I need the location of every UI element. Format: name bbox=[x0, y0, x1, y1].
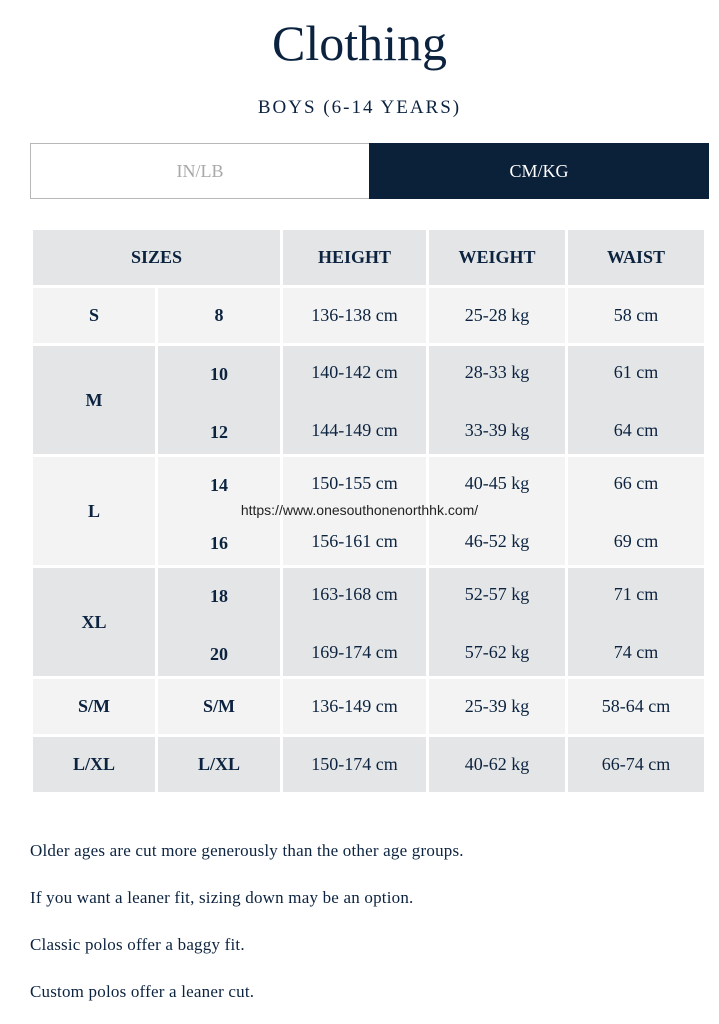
weight-cell bbox=[429, 568, 565, 676]
weight-cell bbox=[429, 346, 565, 454]
watermark-url: https://www.onesouthonenorthhk.com/ bbox=[240, 502, 479, 518]
size-label: S/M bbox=[33, 679, 155, 734]
size-label: L bbox=[33, 457, 155, 565]
age-size-cell bbox=[158, 346, 280, 454]
size-label: S bbox=[33, 288, 155, 343]
table-row bbox=[33, 288, 704, 343]
header-weight: WEIGHT bbox=[429, 230, 565, 285]
header-waist: WAIST bbox=[568, 230, 704, 285]
weight-value: 28-33 kg bbox=[464, 362, 530, 382]
weight-value: 52-57 kg bbox=[464, 584, 530, 604]
height-value: 136-149 cm bbox=[283, 679, 426, 734]
weight-value: 25-28 kg bbox=[429, 288, 565, 343]
table-row bbox=[33, 346, 704, 454]
table-row bbox=[33, 737, 704, 792]
unit-option-cm-kg[interactable]: CM/KG bbox=[369, 143, 709, 199]
page-subtitle: BOYS (6-14 YEARS) bbox=[257, 97, 462, 118]
weight-value: 40-45 kg bbox=[464, 473, 530, 493]
height-value: 136-138 cm bbox=[283, 288, 426, 343]
table-row bbox=[33, 568, 704, 676]
waist-value: 58 cm bbox=[568, 288, 704, 343]
header-sizes: SIZES bbox=[33, 230, 280, 285]
weight-value: 46-52 kg bbox=[464, 531, 530, 551]
age-size: 16 bbox=[210, 533, 228, 553]
waist-value: 71 cm bbox=[613, 584, 659, 604]
waist-value: 58-64 cm bbox=[568, 679, 704, 734]
height-cell bbox=[283, 346, 426, 454]
age-size-cell bbox=[158, 568, 280, 676]
size-label: L/XL bbox=[33, 737, 155, 792]
waist-value: 74 cm bbox=[613, 642, 659, 662]
height-value: 140-142 cm bbox=[311, 362, 398, 382]
height-value: 150-174 cm bbox=[283, 737, 426, 792]
table-header-row bbox=[33, 230, 704, 285]
weight-value: 40-62 kg bbox=[429, 737, 565, 792]
weight-value: 25-39 kg bbox=[429, 679, 565, 734]
fit-note: If you want a leaner fit, sizing down may be an option. bbox=[30, 888, 414, 907]
fit-note: Older ages are cut more generously than the other age groups. bbox=[30, 841, 464, 860]
waist-value: 61 cm bbox=[613, 362, 659, 382]
age-size: L/XL bbox=[158, 737, 280, 792]
page-title: Clothing bbox=[271, 15, 448, 71]
waist-value: 66 cm bbox=[613, 473, 659, 493]
height-value: 169-174 cm bbox=[311, 642, 398, 662]
waist-cell bbox=[568, 346, 704, 454]
waist-value: 64 cm bbox=[613, 420, 659, 440]
table-row bbox=[33, 679, 704, 734]
age-size: 18 bbox=[210, 586, 228, 606]
height-value: 144-149 cm bbox=[311, 420, 398, 440]
age-size: 8 bbox=[158, 288, 280, 343]
age-size: 12 bbox=[210, 422, 228, 442]
waist-value: 69 cm bbox=[613, 531, 659, 551]
age-size: 10 bbox=[210, 364, 228, 384]
weight-value: 33-39 kg bbox=[464, 420, 530, 440]
age-size: S/M bbox=[158, 679, 280, 734]
waist-cell bbox=[568, 568, 704, 676]
fit-note: Classic polos offer a baggy fit. bbox=[30, 935, 245, 954]
age-size: 20 bbox=[210, 644, 228, 664]
height-value: 156-161 cm bbox=[311, 531, 398, 551]
weight-value: 57-62 kg bbox=[464, 642, 530, 662]
unit-toggle bbox=[30, 143, 709, 199]
height-value: 163-168 cm bbox=[311, 584, 398, 604]
size-label: M bbox=[33, 346, 155, 454]
size-label: XL bbox=[33, 568, 155, 676]
unit-option-in-lb[interactable]: IN/LB bbox=[30, 143, 369, 199]
fit-notes bbox=[30, 838, 690, 1024]
age-size: 14 bbox=[210, 475, 228, 495]
header-height: HEIGHT bbox=[283, 230, 426, 285]
height-cell bbox=[283, 568, 426, 676]
height-value: 150-155 cm bbox=[311, 473, 398, 493]
waist-value: 66-74 cm bbox=[568, 737, 704, 792]
fit-note: Custom polos offer a leaner cut. bbox=[30, 982, 255, 1001]
